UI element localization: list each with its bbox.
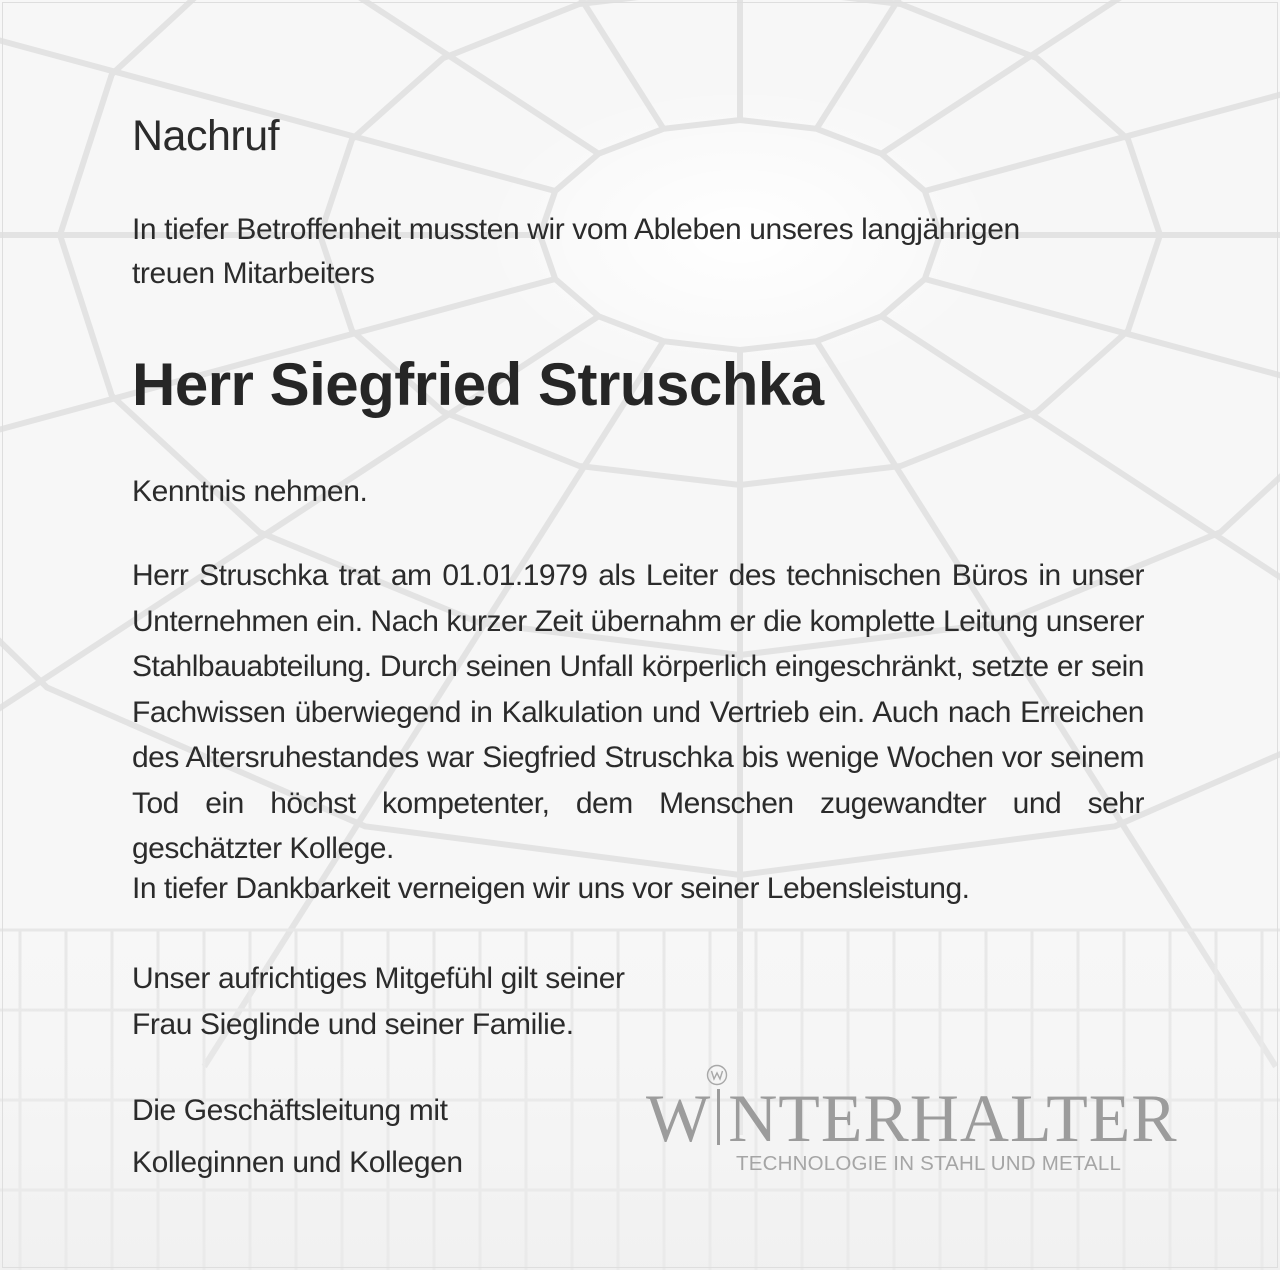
logo-tagline: TECHNOLOGIE IN STAHL UND METALL	[736, 1152, 1122, 1175]
condolence-line: Unser aufrichtiges Mitgefühl gilt seiner	[132, 962, 625, 995]
condolence-paragraph	[132, 956, 625, 1048]
signature-line: Die Geschäftsleitung mit	[132, 1094, 448, 1127]
logo-divider-bar	[717, 1089, 720, 1145]
notice-heading: Nachruf	[132, 112, 280, 160]
biography-paragraph: Herr Struschka trat am 01.01.1979 als Leiter des technischen Büros in unser Unternehmen ein. Nach kurzer Zeit übernahm er die komplette Leitung unserer Stahlbauabteilung. Durch seinen Unfall körperlich eingeschränkt, setzte er sein Fachwissen überwiegend in Kalkulation und Vertrieb ein. Auch nach Erreichen des Altersruhestandes war Siegfried Struschka bis wenige Wochen vor seinem Tod ein höchst kompetenter, dem Menschen zugewandter und sehr geschätzter Kollege.	[132, 559, 1144, 865]
company-logo	[640, 1060, 1178, 1190]
intro-line: In tiefer Betroffenheit mussten wir vom Ableben unseres langjährigen	[132, 213, 1020, 246]
signature-line: Kolleginnen und Kollegen	[132, 1146, 463, 1179]
condolence-line: Frau Sieglinde und seiner Familie.	[132, 1008, 574, 1041]
deceased-name: Herr Siegfried Struschka	[132, 351, 824, 418]
signature-block	[132, 1085, 463, 1189]
intro-paragraph	[132, 208, 1142, 296]
logo-wordmark-end: NTERHALTER	[728, 1080, 1178, 1156]
logo-wordmark-start: W	[646, 1080, 712, 1156]
gratitude-line: In tiefer Dankbarkeit verneigen wir uns vor seiner Lebensleistung.	[132, 872, 970, 905]
intro-continuation: Kenntnis nehmen.	[132, 475, 368, 508]
intro-line: treuen Mitarbeiters	[132, 257, 375, 290]
logo-wordmark	[646, 1080, 1178, 1156]
